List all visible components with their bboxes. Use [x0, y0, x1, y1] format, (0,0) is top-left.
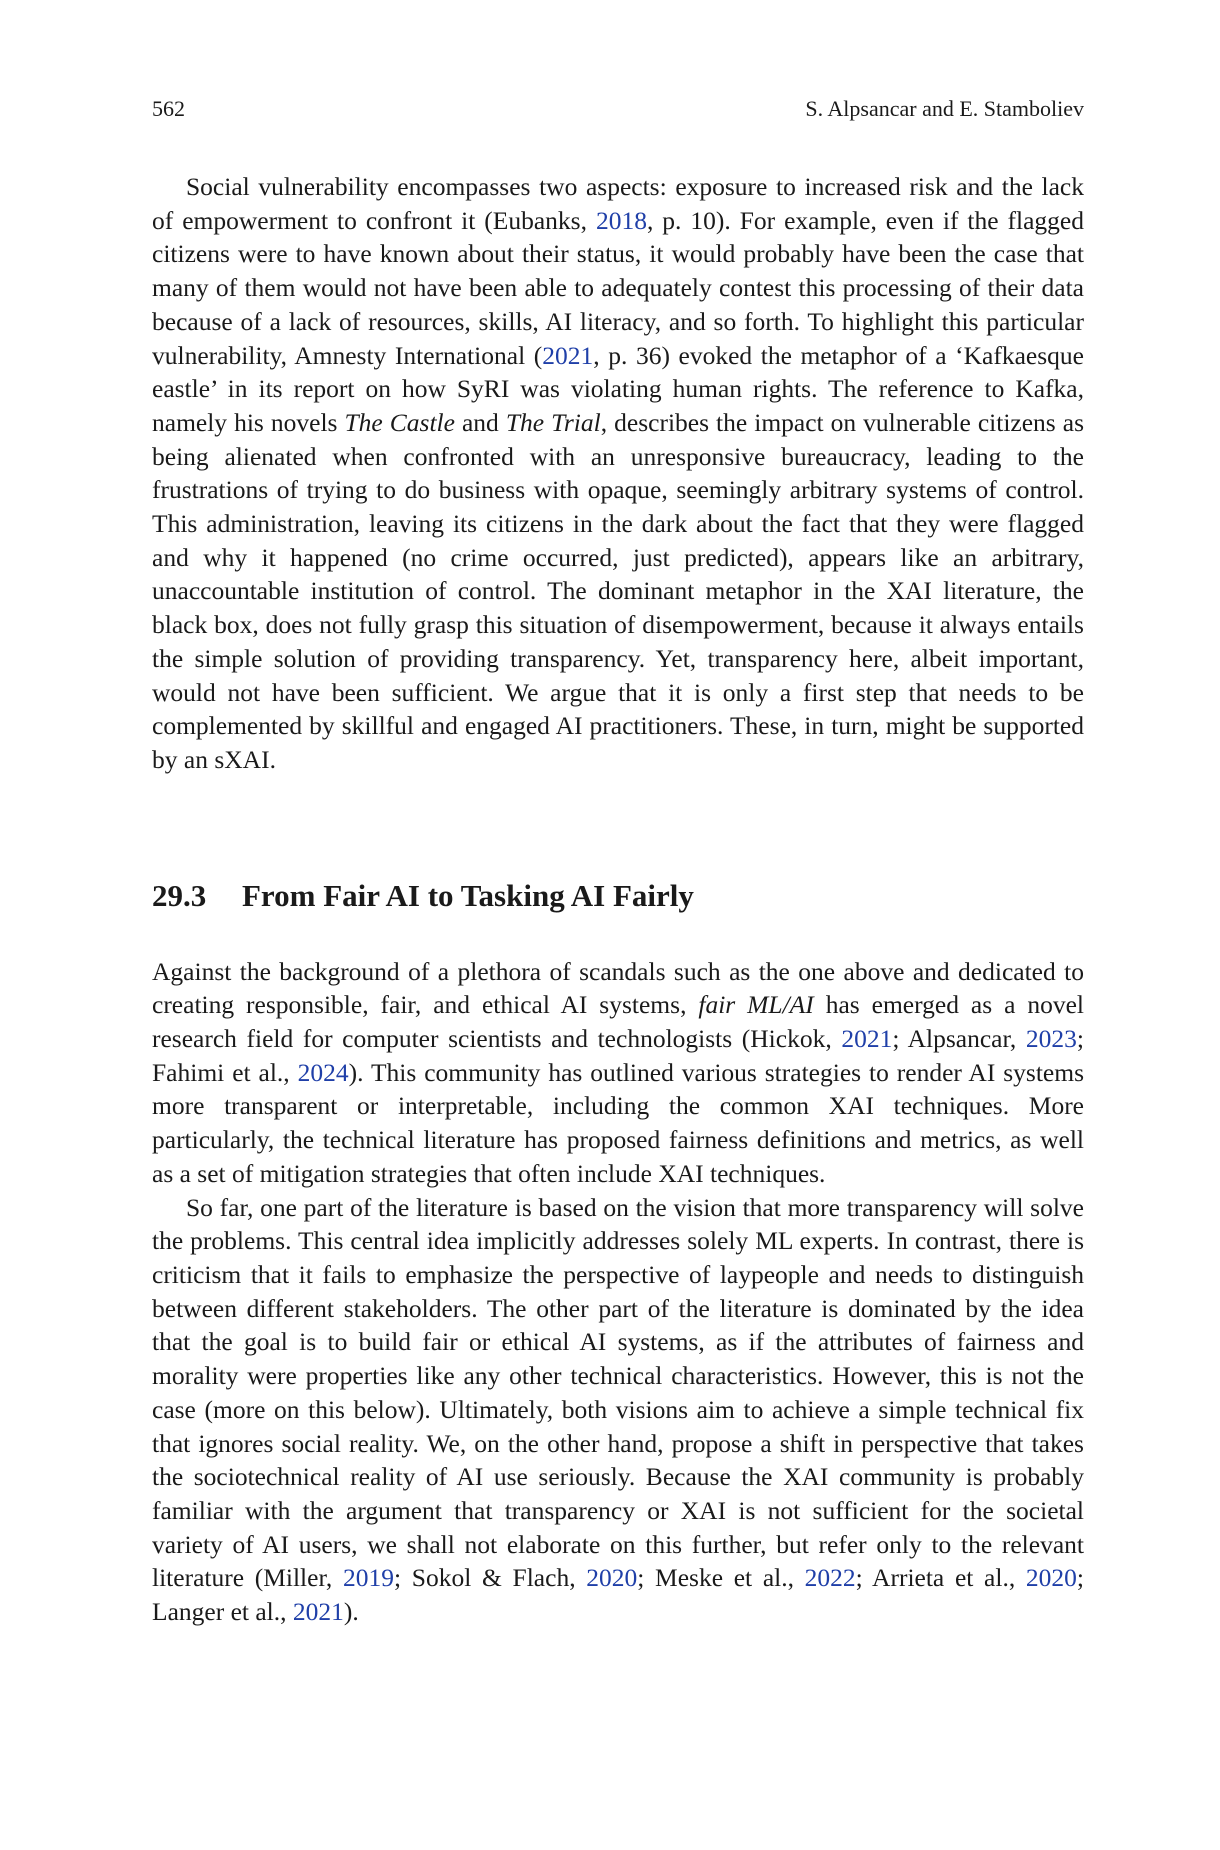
text-run: ; Arrieta et al.,: [855, 1563, 1026, 1593]
text-run: , describes the impact on vulnerable citizens as being alienated when confronted with an unresponsive bureaucracy, leading to the frustrations of trying to do business with opaque, seemingly arbitrary systems of control. This administration, leaving its citizens in the dark about the fact that they were flagged and why it happened (no crime occurred, just predicted), appears like an arbitrary, unaccountable institution of control. The dominant metaphor in the XAI literature, the black box, does not fully grasp this situation of disempowerment, because it always entails the simple solution of providing transparency. Yet, transparency here, albeit important, would not have been sufficient. We argue that it is only a first step that needs to be complemented by skillful and engaged AI practitioners. These, in turn, might be supported by an sXAI.: [152, 407, 1084, 774]
citation-link[interactable]: 2022: [804, 1563, 856, 1593]
text-run: ; Alpsancar,: [892, 1024, 1026, 1054]
text-run: ; Fahimi et al.,: [152, 1024, 1085, 1087]
citation-link[interactable]: 2018: [595, 205, 647, 235]
paragraph-transparency-vision: [152, 1191, 1084, 1629]
section-heading: [152, 877, 1084, 915]
book-title: The Trial: [505, 407, 601, 437]
text-run: ; Sokol & Flach,: [394, 1563, 587, 1593]
book-title: The Castle: [344, 407, 455, 437]
text-run: , p. 36) evoked the metaphor of a ‘Kafkaesque eastle’ in its report on how SyRI was violating human rights. The reference to Kafka, namely his novels: [152, 340, 1084, 437]
text-run: ; Langer et al.,: [152, 1563, 1084, 1627]
paragraph-social-vulnerability: [152, 170, 1084, 777]
section-title: From Fair AI to Tasking AI Fairly: [242, 877, 694, 913]
text-run: ).: [343, 1597, 359, 1627]
citation-link[interactable]: 2023: [1025, 1024, 1077, 1054]
page: [152, 96, 1084, 1629]
running-authors: S. Alpsancar and E. Stamboliev: [805, 96, 1084, 121]
term-emphasis: fair ML/AI: [698, 990, 814, 1020]
text-run: , p. 10). For example, even if the flagged citizens were to have known about their status, it would probably have been the case that many of them would not have been able to adequately contest this processing of their data because of a lack of resources, skills, AI literacy, and so forth. To highlight this particular vulnerability, Amnesty International (: [152, 205, 1084, 370]
text-run: ; Meske et al.,: [637, 1563, 805, 1593]
citation-link[interactable]: 2024: [297, 1057, 349, 1087]
paragraph-fair-ml: [152, 955, 1084, 1191]
citation-link[interactable]: 2020: [586, 1563, 638, 1593]
running-header: [152, 96, 1084, 122]
citation-link[interactable]: 2021: [292, 1597, 344, 1627]
text-run: and: [454, 407, 506, 437]
text-run: So far, one part of the literature is based on the vision that more transparency will solve the problems. This central idea implicitly addresses solely ML experts. In contrast, there is criticism that it fails to emphasize the perspective of laypeople and needs to distinguish between different stakeholders. The other part of the literature is dominated by the idea that the goal is to build fair or ethical AI systems, as if the attributes of fairness and morality were properties like any other technical characteristics. However, this is not the case (more on this below). Ultimately, both visions aim to achieve a simple technical fix that ignores social reality. We, on the other hand, propose a shift in perspective that takes the sociotechnical reality of AI use seriously. Because the XAI community is probably familiar with the argument that transparency or XAI is not sufficient for the societal variety of AI users, we shall not elaborate on this further, but refer only to the relevant literature (Miller,: [152, 1192, 1084, 1593]
citation-link[interactable]: 2019: [343, 1563, 395, 1593]
text-run: Social vulnerability encompasses two aspects: exposure to increased risk and the lack of empowerment to confront it (Eubanks,: [152, 172, 1084, 235]
citation-link[interactable]: 2021: [841, 1024, 893, 1054]
page-number: 562: [152, 96, 185, 121]
citation-link[interactable]: 2020: [1025, 1563, 1077, 1593]
text-run: ). This community has outlined various strategies to render AI systems more transparent or interpretable, including the common XAI techniques. More particularly, the technical literature has proposed fairness definitions and metrics, as well as a set of mitigation strategies that often include XAI techniques.: [152, 1057, 1085, 1188]
text-run: has emerged as a novel research field for computer scientists and technologists (Hickok,: [152, 990, 1085, 1054]
citation-link[interactable]: 2021: [542, 340, 594, 370]
section-number: 29.3: [152, 877, 207, 913]
text-run: Against the background of a plethora of scandals such as the one above and dedicated to creating responsible, fair, and ethical AI systems,: [152, 956, 1084, 1020]
